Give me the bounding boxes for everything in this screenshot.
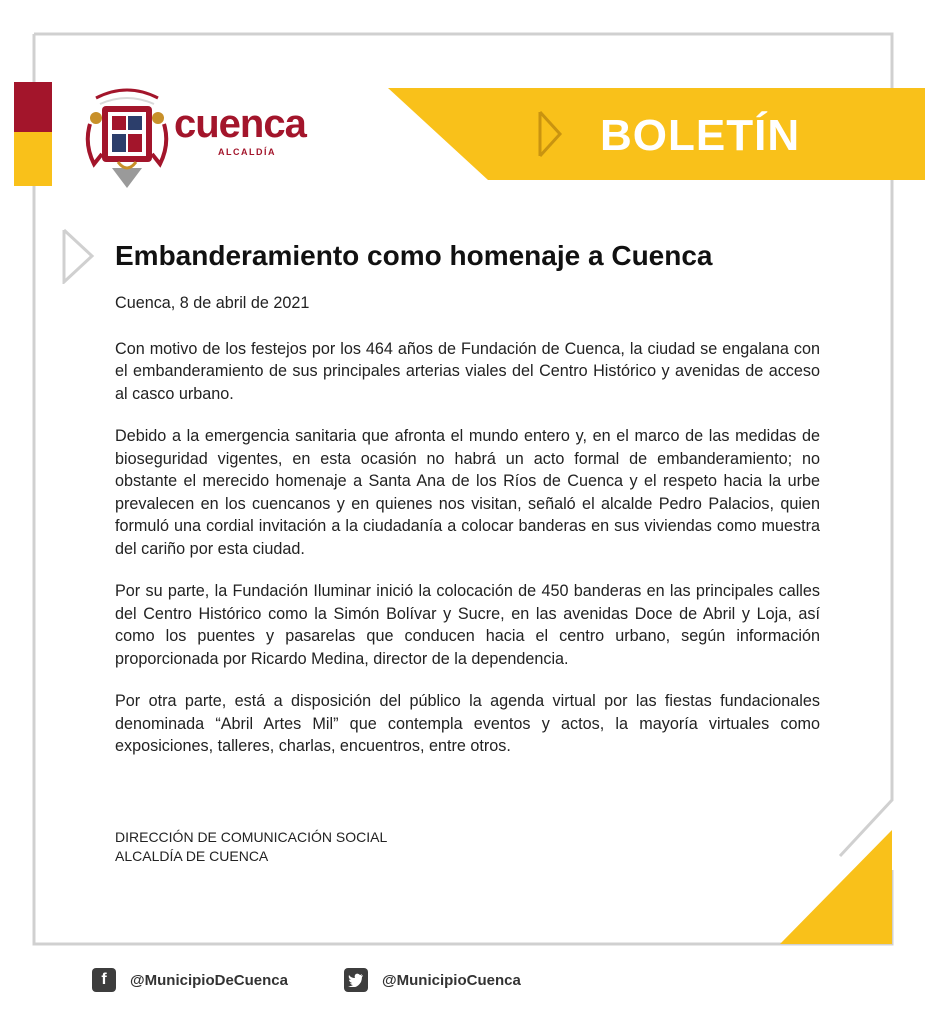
article-paragraph: Debido a la emergencia sanitaria que afronta el mundo entero y, en el marco de las medidas de bioseguridad vigentes, en esta ocasión no habrá un acto formal de embanderamiento; no obstante el merecido homenaje a Santa Ana de los Ríos de Cuenca y el respeto hacia la urbe prevalecen en los cuencanos y en quienes nos visitan, señaló el alcalde Pedro Palacios, quien formuló una cordial invitación a la ciudadanía a colocar banderas en sus viviendas como muestra del cariño por esta ciudad. xyxy=(115,427,820,558)
signature-line: ALCALDÍA DE CUENCA xyxy=(115,848,269,864)
twitter-icon xyxy=(344,968,368,992)
signature-line: DIRECCIÓN DE COMUNICACIÓN SOCIAL xyxy=(115,829,388,845)
facebook-handle: @MunicipioDeCuenca xyxy=(130,971,288,989)
cuenca-coat-of-arms-logo xyxy=(82,84,172,190)
facebook-icon: f xyxy=(92,968,116,992)
corner-accent-triangle xyxy=(780,830,892,944)
article-paragraph: Por su parte, la Fundación Iluminar inició la colocación de 450 banderas en las principales calles del Centro Histórico como la Simón Bolívar y Sucre, en las avenidas Doce de Abril y Loja, así como los puentes y pasarelas que conducen hacia el centro urbano, según información proporcionada por Ricardo Medina, director de la dependencia. xyxy=(115,582,820,668)
article-body xyxy=(115,292,820,778)
title-chevron-icon xyxy=(60,228,96,284)
facebook-link[interactable] xyxy=(92,966,288,994)
banner-label: BOLETÍN xyxy=(600,111,801,160)
twitter-link[interactable] xyxy=(344,966,521,994)
left-accent-red xyxy=(14,82,52,132)
logo-subtitle: ALCALDÍA xyxy=(218,147,276,157)
article-paragraph: Con motivo de los festejos por los 464 años de Fundación de Cuenca, la ciudad se engalana con el embanderamiento de sus principales arterias viales del Centro Histórico y avenidas de acceso al casco urbano. xyxy=(115,339,820,403)
article-date: Cuenca, 8 de abril de 2021 xyxy=(115,294,310,312)
logo-wordmark: cuenca xyxy=(174,102,306,146)
signature-block xyxy=(115,828,387,866)
article-paragraph: Por otra parte, está a disposición del público la agenda virtual por las fiestas fundacionales denominada “Abril Artes Mil” que contempla eventos y actos, la mayoría virtuales como exposiciones, talleres, charlas, encuentros, entre otros. xyxy=(115,692,820,755)
left-accent-yellow xyxy=(14,132,52,186)
article-title: Embanderamiento como homenaje a Cuenca xyxy=(115,240,713,271)
twitter-handle: @MunicipioCuenca xyxy=(382,971,521,989)
